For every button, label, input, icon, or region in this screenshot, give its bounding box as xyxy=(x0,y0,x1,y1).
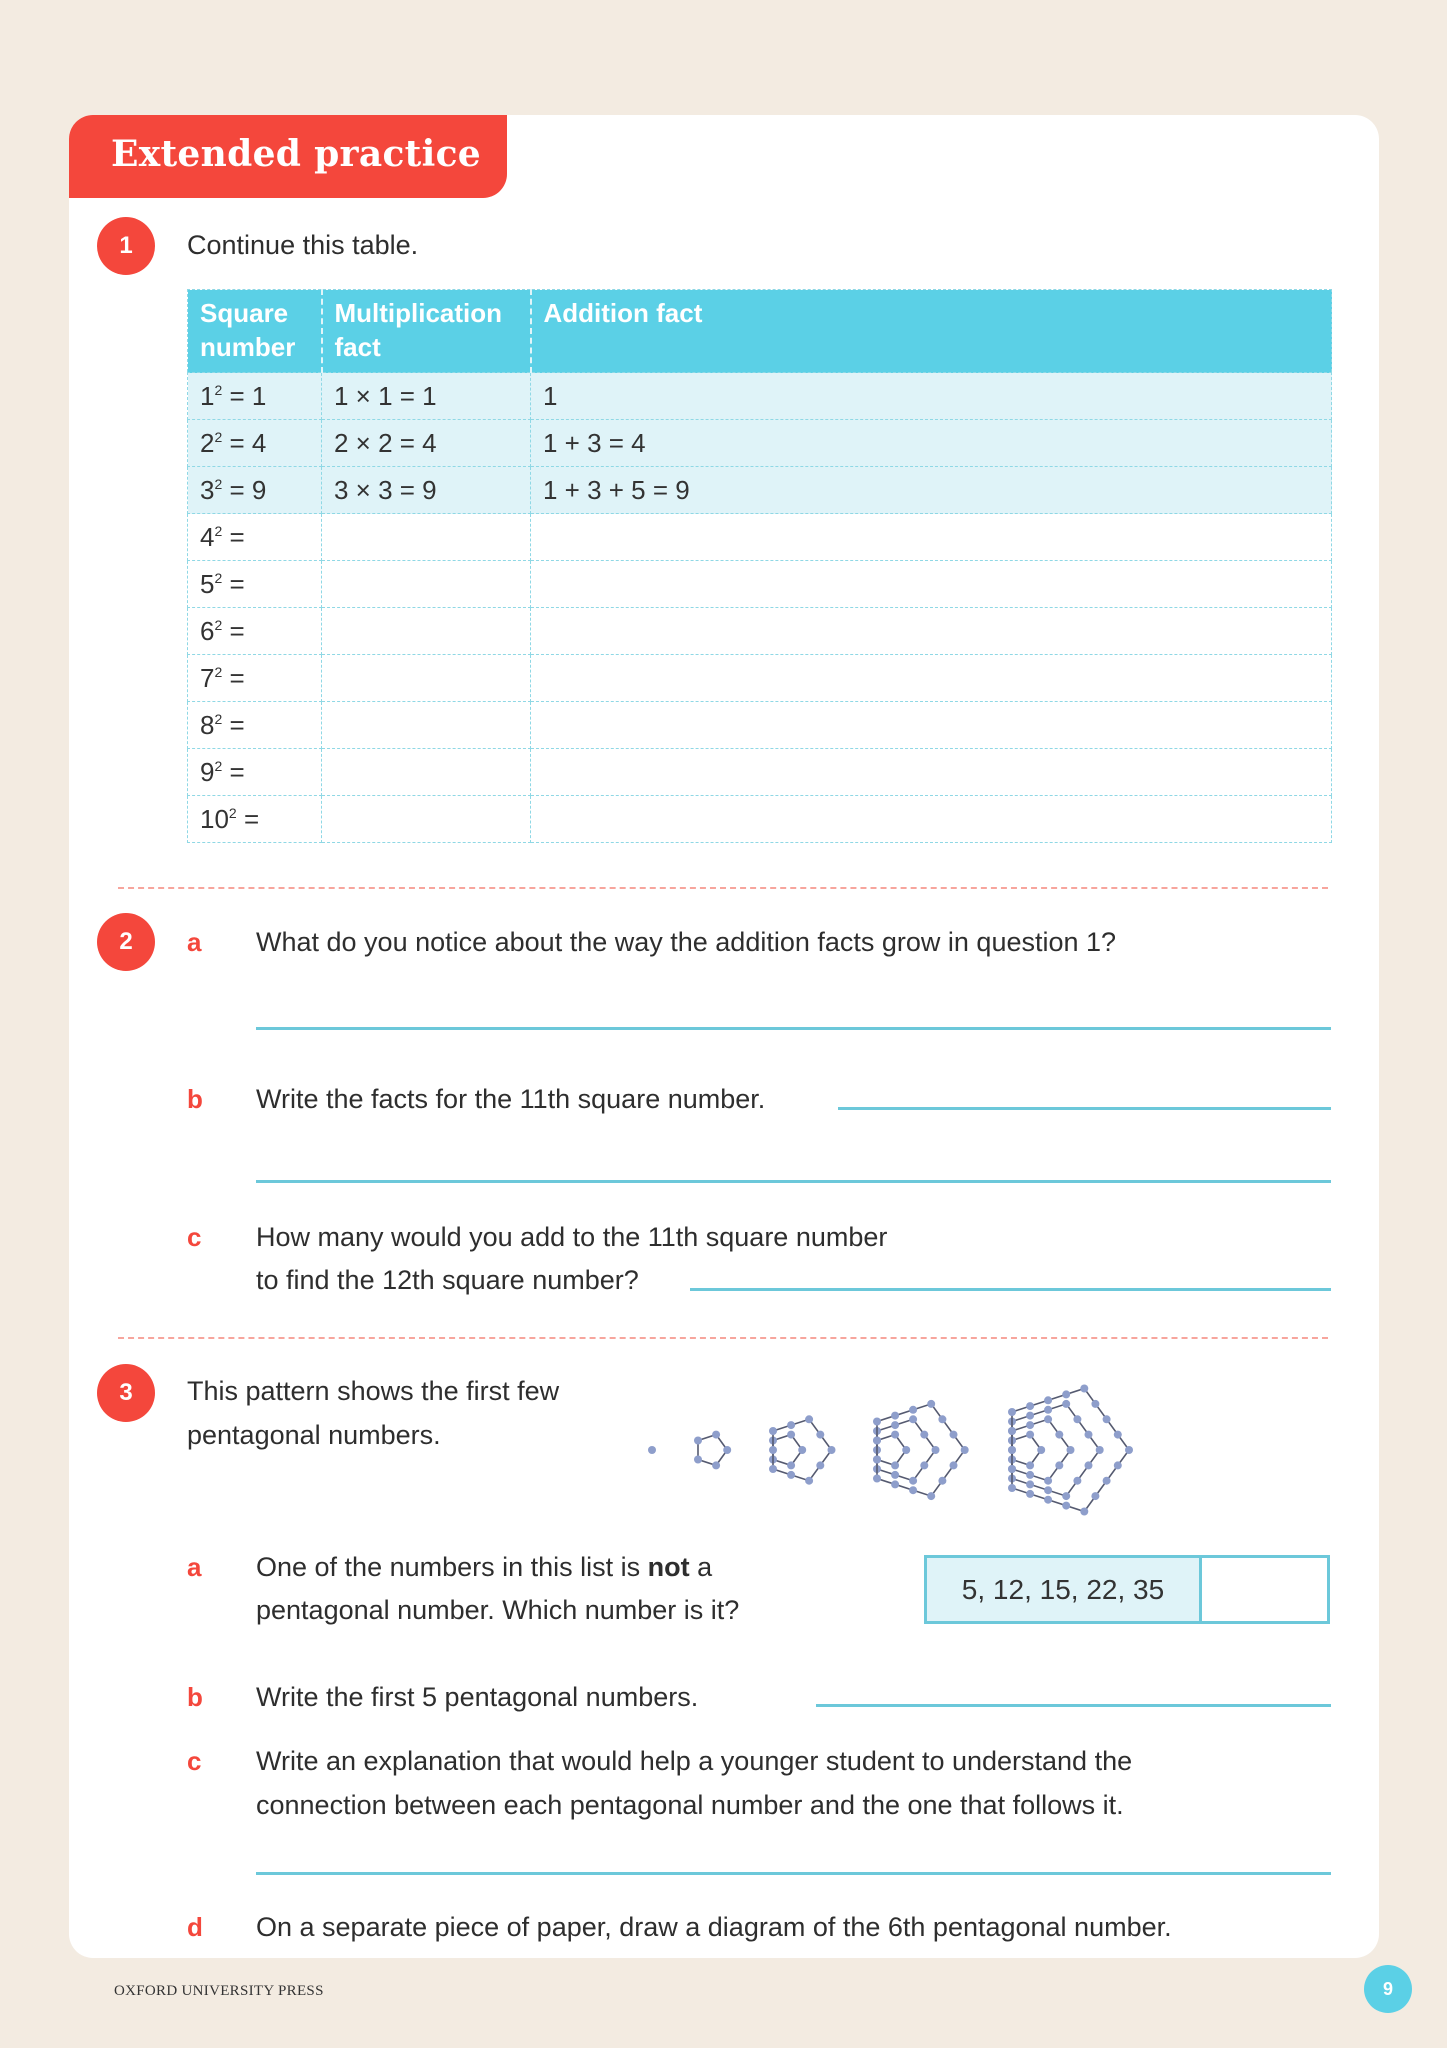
table-header-row xyxy=(188,290,1332,373)
multiplication-fact-cell[interactable] xyxy=(322,796,531,843)
pattern-dot xyxy=(1008,1484,1016,1492)
q3a-answer-box[interactable] xyxy=(1202,1555,1330,1624)
table-row xyxy=(188,702,1332,749)
pattern-pentagon xyxy=(698,1435,727,1466)
pentagonal-figure-3 xyxy=(769,1415,836,1484)
pattern-dot xyxy=(1026,1461,1034,1469)
pattern-dot xyxy=(1114,1431,1122,1439)
q3c-letter: c xyxy=(187,1746,202,1776)
pattern-dot xyxy=(787,1431,795,1439)
table-row xyxy=(188,749,1332,796)
header-multiplication-fact: Multiplication fact xyxy=(322,290,531,373)
pattern-dot xyxy=(938,1415,946,1423)
pattern-dot xyxy=(1037,1446,1045,1454)
addition-fact-cell[interactable] xyxy=(531,608,1332,655)
pattern-dot xyxy=(1044,1486,1052,1494)
pentagonal-figure-5 xyxy=(1008,1385,1133,1516)
pattern-dot xyxy=(1044,1415,1052,1423)
pattern-dot xyxy=(873,1475,881,1483)
pattern-dot xyxy=(891,1421,899,1429)
pattern-pentagon xyxy=(1012,1404,1100,1496)
q3-intro-line2: pentagonal numbers. xyxy=(187,1420,441,1450)
table-row xyxy=(188,608,1332,655)
q3b-letter: b xyxy=(187,1682,203,1712)
square-number-cell: $1^2 = 1$ xyxy=(188,373,322,420)
pattern-dot xyxy=(1125,1446,1133,1454)
addition-fact-cell: 1 + 3 + 5 = 9 xyxy=(531,467,1332,514)
pattern-dot xyxy=(909,1477,917,1485)
pattern-dot xyxy=(927,1400,935,1408)
table-row xyxy=(188,796,1332,843)
pattern-dot xyxy=(1067,1446,1075,1454)
pattern-dot xyxy=(873,1418,881,1426)
divider xyxy=(118,1337,1328,1339)
pattern-dot xyxy=(932,1446,940,1454)
pentagonal-figure-1 xyxy=(648,1446,656,1454)
q3d-text: On a separate piece of paper, draw a diagram of the 6th pentagonal number. xyxy=(256,1912,1172,1942)
square-number-cell: $2^2 = 4$ xyxy=(188,420,322,467)
q2c-letter: c xyxy=(187,1222,202,1252)
q2b-answer-line-1[interactable] xyxy=(838,1107,1331,1110)
pattern-dot xyxy=(1085,1461,1093,1469)
pattern-dot xyxy=(1008,1427,1016,1435)
square-number-cell[interactable]: $6^2$ = xyxy=(188,608,322,655)
addition-fact-cell: 1 xyxy=(531,373,1332,420)
square-number-cell[interactable]: $4^2$ = xyxy=(188,514,322,561)
divider xyxy=(118,887,1328,889)
q3d-letter: d xyxy=(187,1912,203,1942)
pattern-dot xyxy=(828,1446,836,1454)
pattern-dot xyxy=(769,1427,777,1435)
pattern-dot xyxy=(961,1446,969,1454)
pattern-dot xyxy=(909,1486,917,1494)
section-title: Extended practice xyxy=(111,133,482,175)
publisher-name: OXFORD UNIVERSITY PRESS xyxy=(114,1983,324,1999)
pattern-dot xyxy=(694,1437,702,1445)
q1-prompt: Continue this table. xyxy=(187,230,419,260)
pattern-dot xyxy=(805,1415,813,1423)
header-square-number: Square number xyxy=(188,290,322,373)
pattern-dot xyxy=(1073,1415,1081,1423)
table-row xyxy=(188,420,1332,467)
pattern-dot xyxy=(891,1431,899,1439)
header-addition-fact: Addition fact xyxy=(531,290,1332,373)
q2a-text: What do you notice about the way the addition facts grow in question 1? xyxy=(256,927,1117,957)
table-row xyxy=(188,467,1332,514)
square-number-cell[interactable]: $9^2$ = xyxy=(188,749,322,796)
square-number-cell[interactable]: $8^2$ = xyxy=(188,702,322,749)
pattern-dot xyxy=(787,1421,795,1429)
number-list-box: 5, 12, 15, 22, 35 xyxy=(924,1555,1202,1624)
q2c-text-line2: to find the 12th square number? xyxy=(256,1265,639,1295)
section-banner xyxy=(69,115,507,198)
pattern-dot xyxy=(816,1461,824,1469)
multiplication-fact-cell[interactable] xyxy=(322,702,531,749)
pentagonal-figure-4 xyxy=(873,1400,969,1500)
square-number-cell[interactable]: $10^2$ = xyxy=(188,796,322,843)
pattern-dot xyxy=(1080,1508,1088,1516)
addition-fact-cell[interactable] xyxy=(531,655,1332,702)
pattern-dot xyxy=(816,1431,824,1439)
q2c-text-line1: How many would you add to the 11th square number xyxy=(256,1222,888,1252)
pattern-dot xyxy=(694,1456,702,1464)
pattern-dot xyxy=(938,1477,946,1485)
pattern-dot xyxy=(1008,1446,1016,1454)
pattern-pentagon xyxy=(773,1435,802,1466)
pattern-dot xyxy=(1091,1400,1099,1408)
pattern-dot xyxy=(1044,1496,1052,1504)
q2b-letter: b xyxy=(187,1084,203,1114)
addition-fact-cell[interactable] xyxy=(531,561,1332,608)
pattern-dot xyxy=(712,1461,720,1469)
question-2-badge: 2 xyxy=(97,913,155,971)
square-number-cell[interactable]: $7^2$ = xyxy=(188,655,322,702)
pattern-dot xyxy=(1026,1471,1034,1479)
pattern-dot xyxy=(1073,1477,1081,1485)
pentagonal-pattern-figure xyxy=(630,1350,1190,1550)
q3b-answer-line[interactable] xyxy=(816,1704,1331,1707)
q3c-answer-line[interactable] xyxy=(256,1872,1331,1875)
pattern-dot xyxy=(1103,1477,1111,1485)
pattern-dot xyxy=(891,1480,899,1488)
multiplication-fact-cell[interactable] xyxy=(322,749,531,796)
pattern-dot xyxy=(1103,1415,1111,1423)
table-row xyxy=(188,561,1332,608)
pattern-dot xyxy=(950,1461,958,1469)
addition-fact-cell[interactable] xyxy=(531,749,1332,796)
addition-fact-cell[interactable] xyxy=(531,702,1332,749)
pattern-dot xyxy=(891,1412,899,1420)
pattern-pentagon xyxy=(1012,1435,1041,1466)
pattern-pentagon xyxy=(877,1404,965,1496)
pattern-dot xyxy=(873,1437,881,1445)
table-row xyxy=(188,655,1332,702)
pattern-dot xyxy=(1044,1477,1052,1485)
pattern-dot xyxy=(909,1415,917,1423)
question-1-badge: 1 xyxy=(97,217,155,275)
pattern-dot xyxy=(1008,1408,1016,1416)
pattern-dot xyxy=(1026,1412,1034,1420)
pattern-dot xyxy=(769,1446,777,1454)
pattern-dot xyxy=(1062,1400,1070,1408)
pattern-dot xyxy=(712,1431,720,1439)
pattern-dot xyxy=(1062,1390,1070,1398)
question-3-badge: 3 xyxy=(97,1364,155,1422)
q3a-text-line1: One of the numbers in this list is not a xyxy=(256,1552,713,1582)
pattern-dot xyxy=(787,1461,795,1469)
q3a-text-line2: pentagonal number. Which number is it? xyxy=(256,1595,740,1625)
multiplication-fact-cell: 2 × 2 = 4 xyxy=(322,420,531,467)
table-row xyxy=(188,373,1332,420)
q2c-answer-line[interactable] xyxy=(690,1288,1331,1291)
pattern-dot xyxy=(1026,1490,1034,1498)
pattern-dot xyxy=(769,1465,777,1473)
pattern-dot xyxy=(891,1461,899,1469)
table-row xyxy=(188,514,1332,561)
pattern-dot xyxy=(805,1477,813,1485)
multiplication-fact-cell[interactable] xyxy=(322,608,531,655)
pattern-dot xyxy=(1026,1421,1034,1429)
pattern-dot xyxy=(1044,1396,1052,1404)
pattern-dot xyxy=(920,1431,928,1439)
multiplication-fact-cell: 3 × 3 = 9 xyxy=(322,467,531,514)
q2b-text: Write the facts for the 11th square number. xyxy=(256,1084,766,1114)
multiplication-fact-cell[interactable] xyxy=(322,655,531,702)
pattern-dot xyxy=(1026,1402,1034,1410)
pattern-dot xyxy=(909,1406,917,1414)
pattern-dot xyxy=(950,1431,958,1439)
q3-intro-line1: This pattern shows the first few xyxy=(187,1376,560,1406)
pattern-dot xyxy=(723,1446,731,1454)
pattern-dot xyxy=(1096,1446,1104,1454)
square-number-cell: $3^2 = 9$ xyxy=(188,467,322,514)
pattern-dot xyxy=(1044,1406,1052,1414)
q3c-text-line2: connection between each pentagonal number and the one that follows it. xyxy=(256,1790,1124,1820)
q2b-answer-line-2[interactable] xyxy=(256,1180,1331,1183)
addition-fact-cell[interactable] xyxy=(531,796,1332,843)
pattern-dot xyxy=(920,1461,928,1469)
pattern-dot xyxy=(1008,1465,1016,1473)
pattern-dot xyxy=(1091,1492,1099,1500)
pattern-dot xyxy=(891,1471,899,1479)
pattern-dot xyxy=(902,1446,910,1454)
pattern-dot xyxy=(1080,1385,1088,1393)
addition-fact-cell: 1 + 3 = 4 xyxy=(531,420,1332,467)
q3a-letter: a xyxy=(187,1552,202,1582)
pattern-dot xyxy=(1026,1431,1034,1439)
pattern-dot xyxy=(1026,1480,1034,1488)
q2a-letter: a xyxy=(187,927,202,957)
pattern-dot xyxy=(1114,1461,1122,1469)
page-number: 9 xyxy=(1364,1965,1412,2013)
pattern-pentagon xyxy=(877,1435,906,1466)
square-number-table xyxy=(187,289,1332,843)
pattern-dot xyxy=(873,1456,881,1464)
pattern-dot xyxy=(927,1492,935,1500)
multiplication-fact-cell: 1 × 1 = 1 xyxy=(322,373,531,420)
pattern-dot xyxy=(1055,1461,1063,1469)
pattern-dot xyxy=(1062,1502,1070,1510)
pattern-dot xyxy=(1085,1431,1093,1439)
pattern-dot xyxy=(1055,1431,1063,1439)
multiplication-fact-cell[interactable] xyxy=(322,514,531,561)
q3c-text-line1: Write an explanation that would help a younger student to understand the xyxy=(256,1746,1133,1776)
pattern-dot xyxy=(1062,1492,1070,1500)
q2a-answer-line[interactable] xyxy=(256,1027,1331,1030)
pattern-dot xyxy=(648,1446,656,1454)
addition-fact-cell[interactable] xyxy=(531,514,1332,561)
pattern-dot xyxy=(787,1471,795,1479)
multiplication-fact-cell[interactable] xyxy=(322,561,531,608)
pentagonal-figure-2 xyxy=(694,1431,731,1470)
q3b-text: Write the first 5 pentagonal numbers. xyxy=(256,1682,699,1712)
square-number-cell[interactable]: $5^2$ = xyxy=(188,561,322,608)
pattern-dot xyxy=(798,1446,806,1454)
